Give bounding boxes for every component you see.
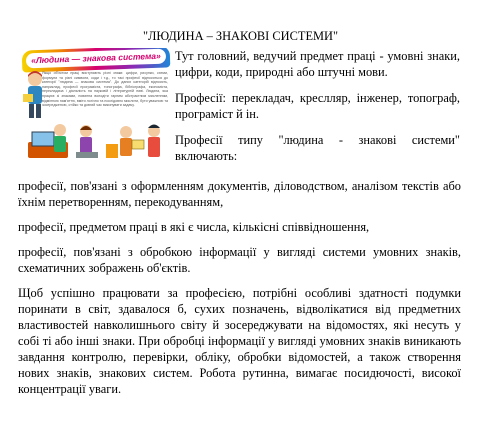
poster-ribbon	[22, 48, 171, 73]
closing-text: Щоб успішно працювати за професією, потрібні особливі здатності подумки поринати в світ, здавалося б, сухих позначень, відволікатися від предметних властивостей навколишнього світу й зосереджувати на відомостях, які несуть у собі ті або інші знаки. При обробці інформації у вигляді умовних знаків виникають завдання контролю, перевірки, обліку, обробки відомостей, а також створення нових знаків, знакових систем. Робота рутинна, вимагає посидючості, високої концентрації уваги.	[18, 286, 461, 396]
poster-heading: «Людина — знакова система»	[26, 49, 166, 69]
poster-illustration	[20, 48, 171, 161]
professions-figures-icon	[20, 122, 171, 161]
poster-text: Якщо об'єктом праці виступають різні знаки: цифри, рисунки, схеми, формули та різні символи, коди і т.д., то такі професії відносяться до категорії "людина — знакова система". До даних категорій відносять, наприклад, професії програміста, топографа, бібліографа, економіста, перекладача і діяльність на науковій і літературній ниві. Людина, яка працює зі знаками, повинна володіти гарним абстрактним мисленням, відмінною пам'яттю, вміти логічно та послідовно мислити, бути уважною та зосередженою, стійко та довгий час виконувати задачу.	[42, 71, 168, 108]
closing-paragraph	[18, 285, 461, 397]
list-item-documents	[18, 178, 461, 210]
list-item-text: професії, пов'язані з обробкою інформації у вигляді системи умовних знаків, схематичних зображень об'єктів.	[18, 245, 461, 275]
list-item-text: професії, пов'язані з оформленням документів, діловодством, аналізом текстів або їхнім перетворенням, перекодуванням,	[18, 179, 461, 209]
list-item-text: професії, предметом праці в які є числа, кількісні співвідношення,	[18, 220, 370, 234]
intro-column	[175, 48, 460, 174]
list-item-numbers	[18, 219, 461, 235]
intro-paragraph: Тут головний, ведучий предмет праці - умовні знаки, цифри, коди, природні або штучні мови.	[175, 49, 460, 79]
page-title: "ЛЮДИНА – ЗНАКОВІ СИСТЕМИ"	[142, 29, 339, 43]
includes-paragraph: Професії типу "людина - знакові системи" включають:	[175, 133, 460, 163]
list-item-information	[18, 244, 461, 276]
professions-paragraph: Професії: перекладач, креслляр, інженер, топограф, програміст й ін.	[175, 91, 460, 121]
